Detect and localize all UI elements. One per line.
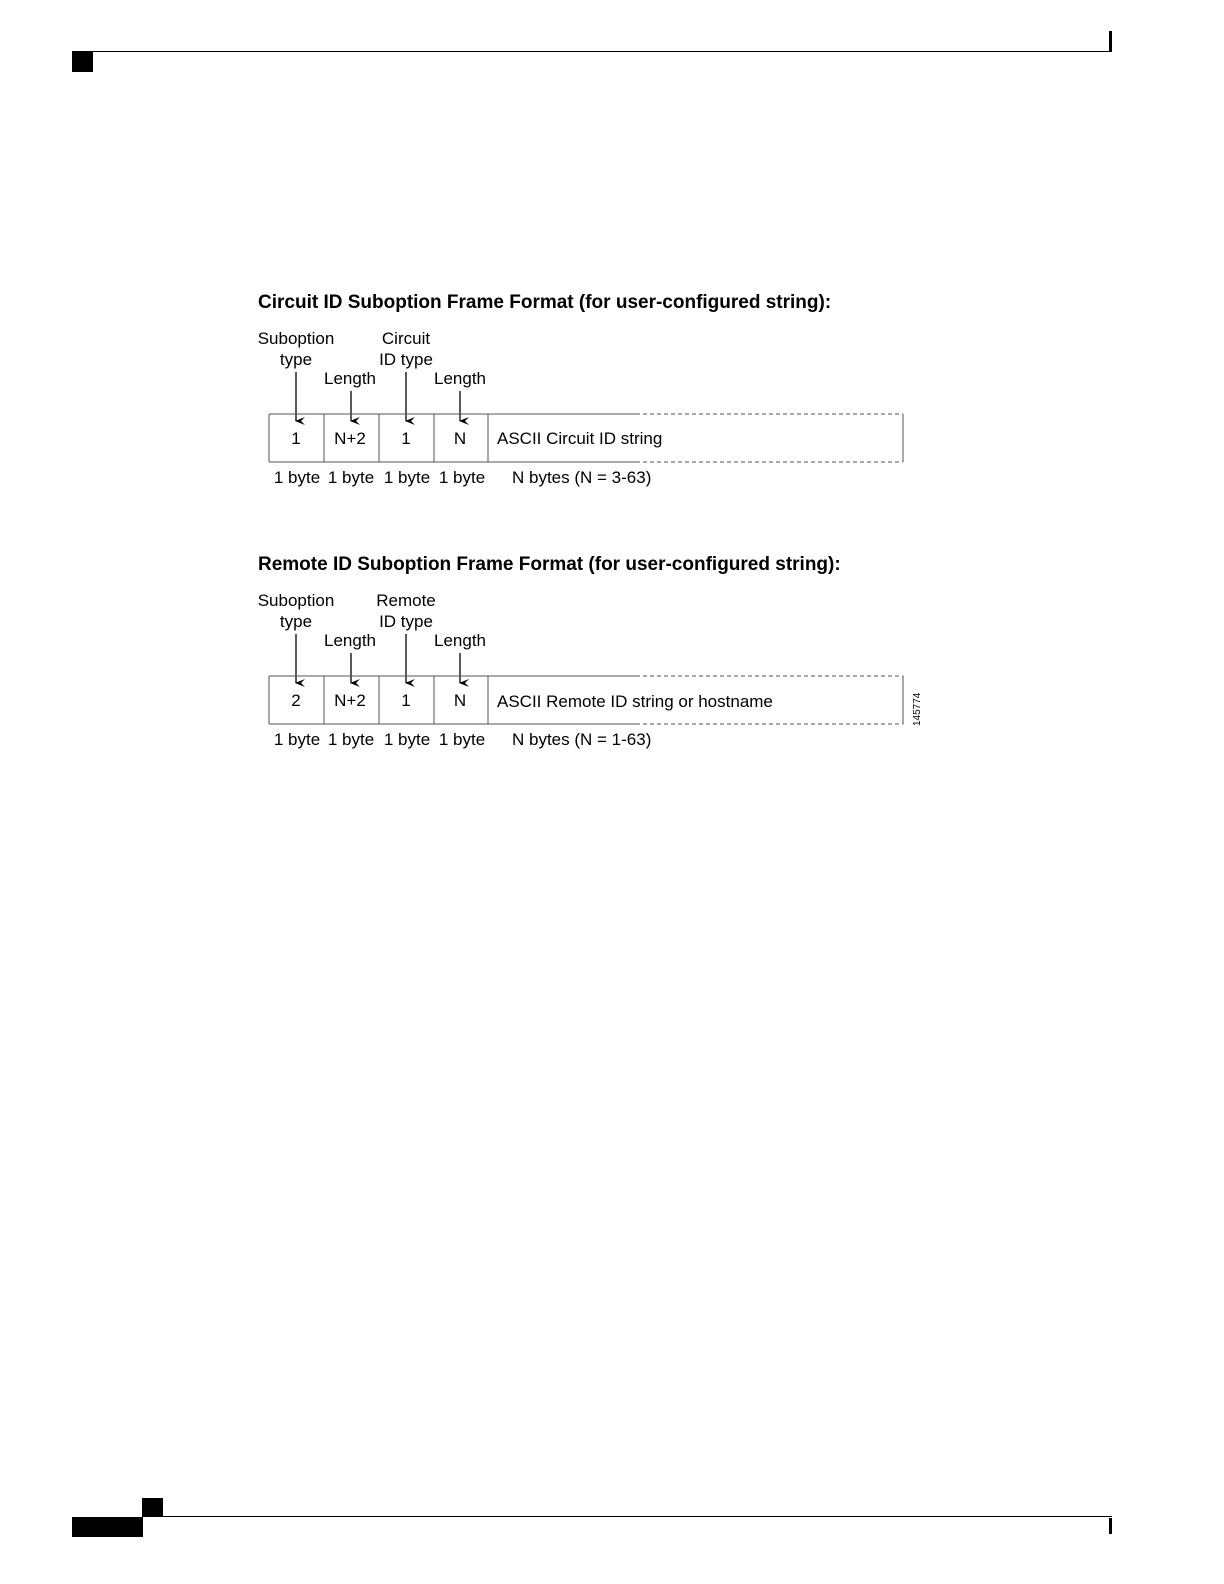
length-label-1: Length <box>324 369 376 388</box>
circuit-id-diagram-title: Circuit ID Suboption Frame Format (for user-configured string): <box>258 292 832 313</box>
id-type-label-line2: ID type <box>379 612 433 631</box>
n-bytes-label: N bytes (N = 3-63) <box>512 468 652 487</box>
length-label-1: Length <box>324 631 376 650</box>
remote-id-diagram <box>258 554 923 749</box>
byte-size-label: 1 byte <box>273 468 321 487</box>
id-type-label-line1: Remote <box>376 591 436 610</box>
cell-suboption-type: 1 <box>291 429 301 448</box>
cell-id-type: 1 <box>401 691 411 710</box>
byte-size-label: 1 byte <box>327 730 375 749</box>
cell-length: N+2 <box>334 429 366 448</box>
id-type-label-line1: Circuit <box>381 329 431 348</box>
figure-id-number: 145774 <box>912 692 923 726</box>
byte-size-label: 1 byte <box>438 730 486 749</box>
remote-id-diagram-title: Remote ID Suboption Frame Format (for user-configured string): <box>258 554 841 575</box>
byte-size-label: 1 byte <box>438 468 486 487</box>
byte-size-label: 1 byte <box>273 730 321 749</box>
n-bytes-label: N bytes (N = 1-63) <box>512 730 652 749</box>
suboption-type-label-line1: Suboption <box>257 329 335 348</box>
cell-ascii-string: ASCII Remote ID string or hostname <box>497 692 773 711</box>
suboption-type-label-line1: Suboption <box>257 591 335 610</box>
cell-id-type: 1 <box>401 429 411 448</box>
length-label-2: Length <box>434 631 486 650</box>
byte-size-label: 1 byte <box>383 468 431 487</box>
circuit-id-diagram <box>258 292 903 487</box>
cell-id-length: N <box>453 429 467 448</box>
cell-length: N+2 <box>334 691 366 710</box>
cell-suboption-type: 2 <box>291 691 301 710</box>
suboption-type-label-line2: type <box>279 612 313 631</box>
byte-size-label: 1 byte <box>383 730 431 749</box>
byte-size-label: 1 byte <box>327 468 375 487</box>
cell-id-length: N <box>453 691 467 710</box>
suboption-type-label-line2: type <box>279 350 313 369</box>
cell-ascii-string: ASCII Circuit ID string <box>497 429 663 448</box>
id-type-label-line2: ID type <box>379 350 433 369</box>
length-label-2: Length <box>434 369 486 388</box>
